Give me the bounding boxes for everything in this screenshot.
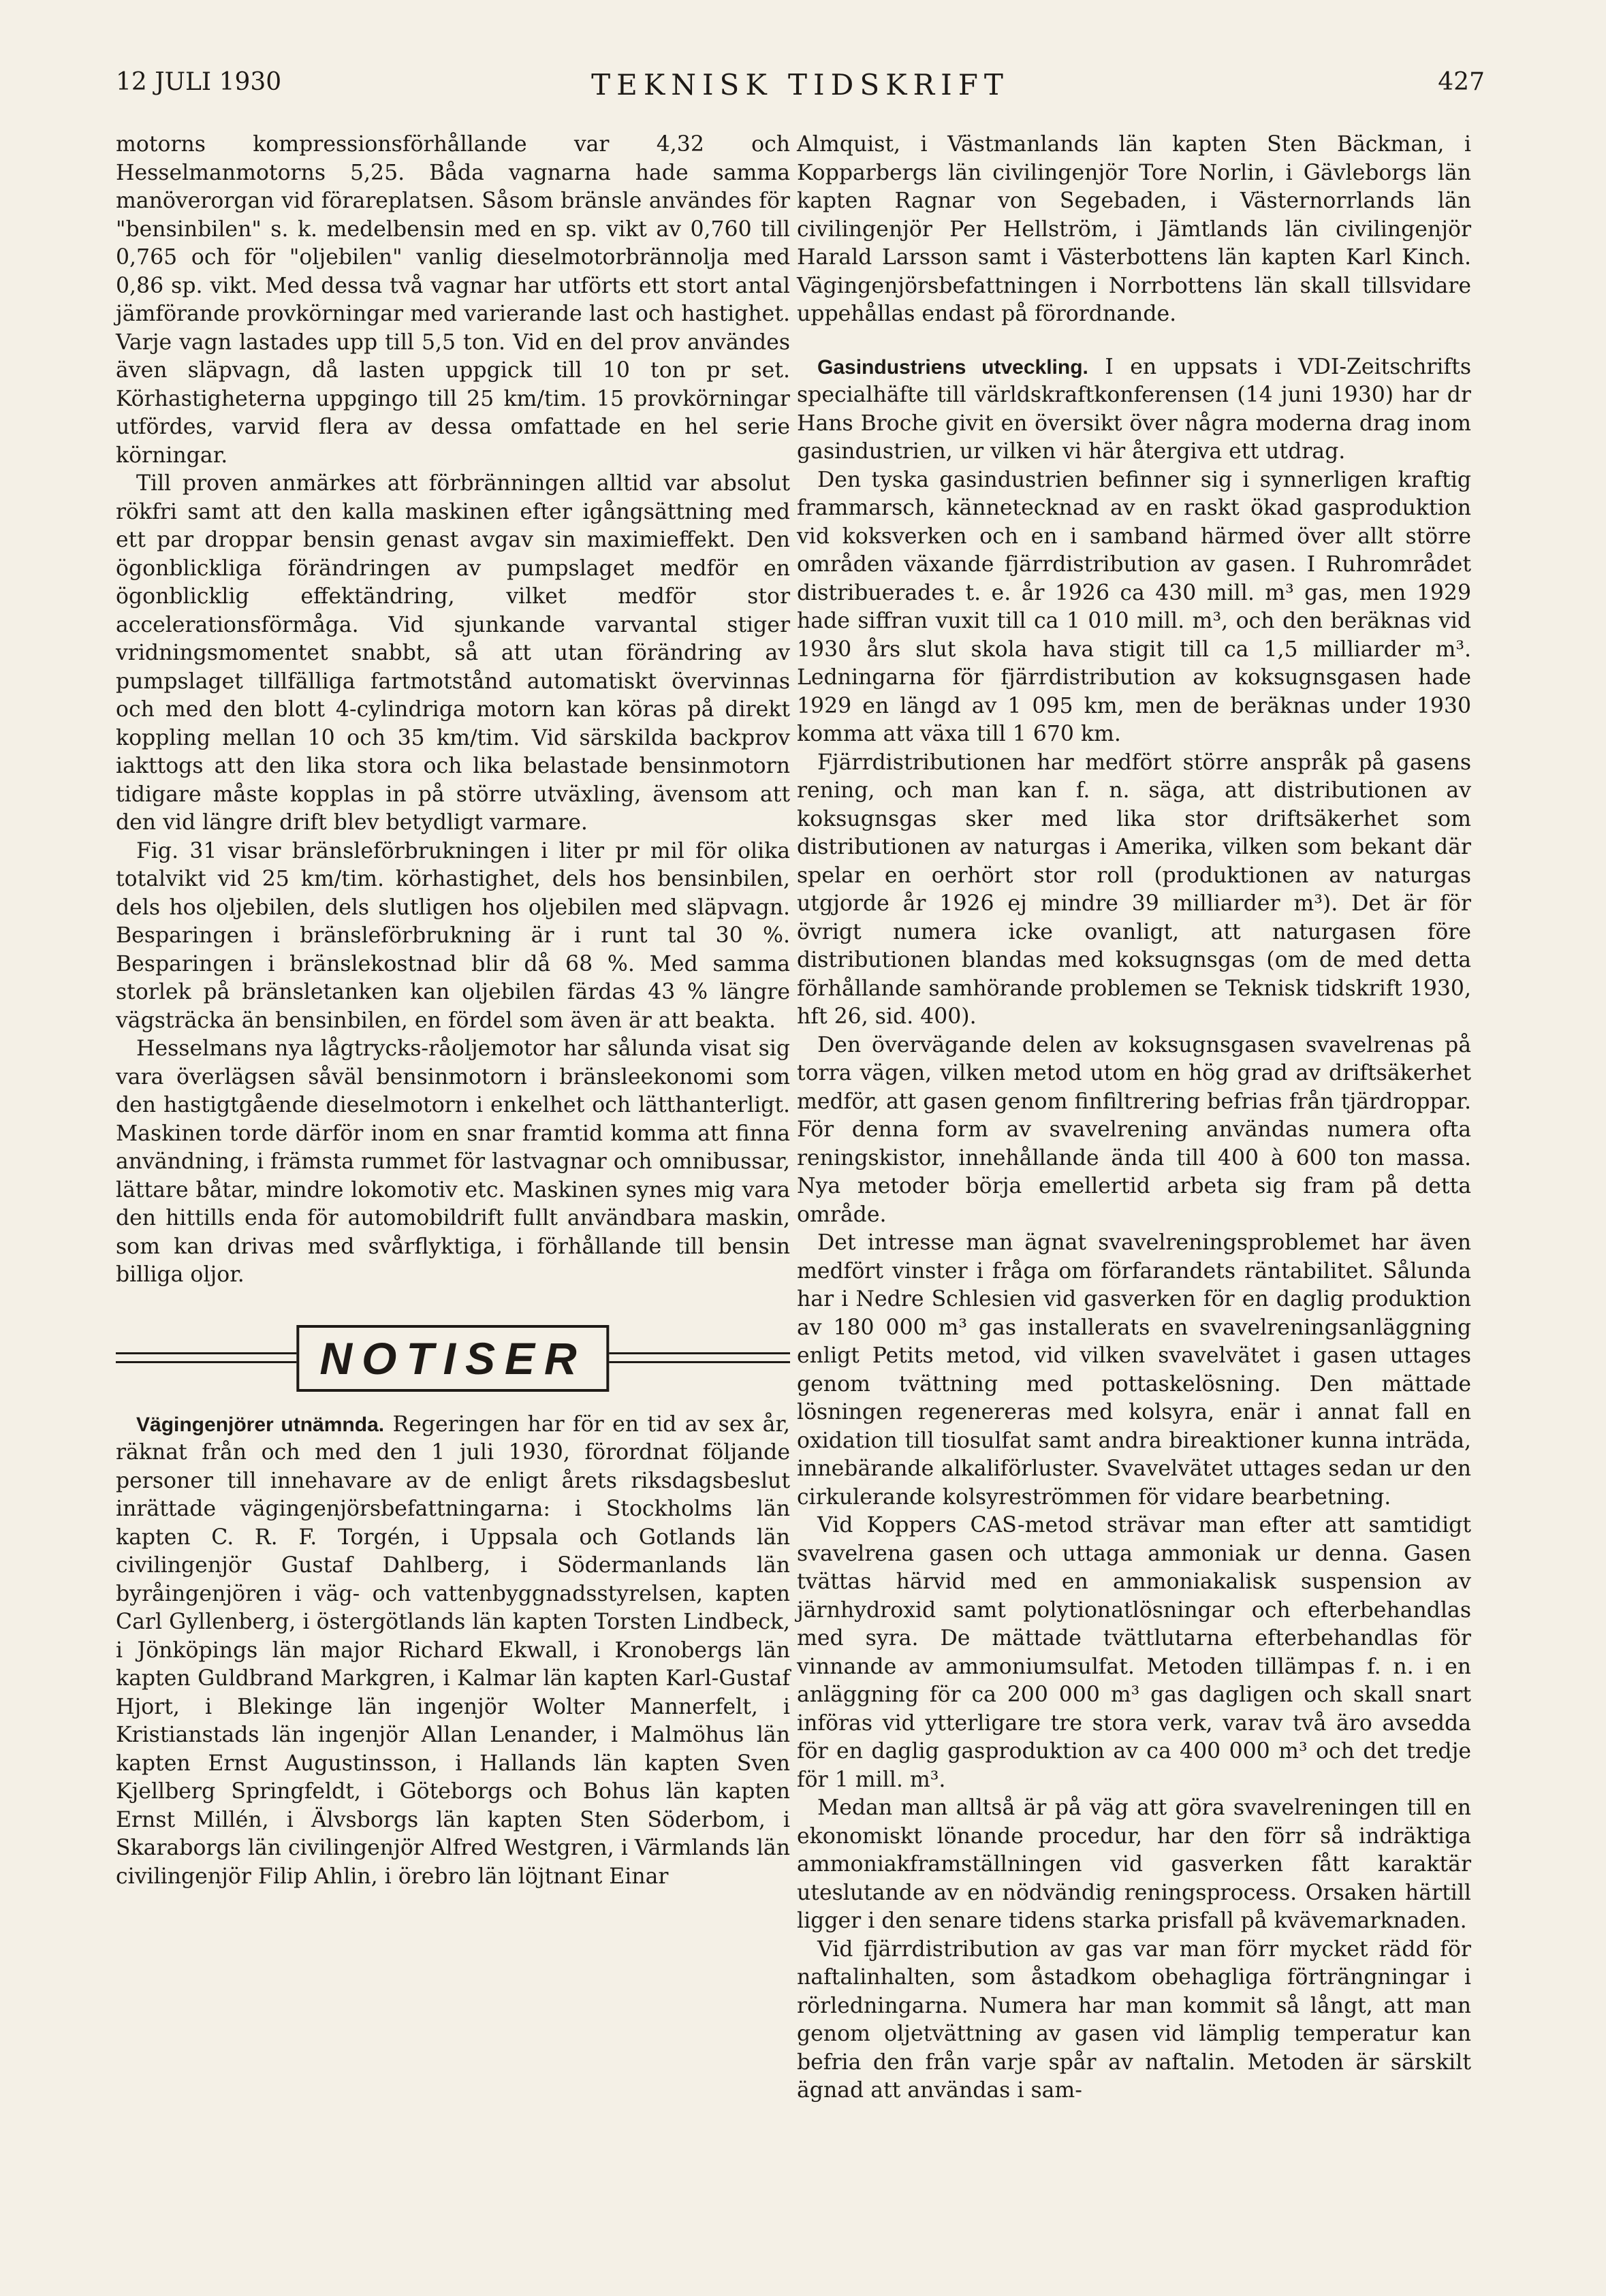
paragraph: Till proven anmärkes att förbränningen alltid var absolut rökfri samt att den kalla maskinen efter igångsättning med ett par droppar bensin genast avgav sin maximieffekt. Den ögonblickliga förändringen av pumpslaget medför en ögonblicklig effektändring, vilket medför stor accelerationsförmåga. Vid sjunkande varvantal stiger vridningsmomentet snabbt, så att utan förändring av pumpslaget tillfälliga fartmotstånd automatiskt övervinnas och med den blott 4-cylindriga motorn kan köras på direkt koppling mellan 10 och 35 km/tim. Vid särskilda backprov iakttogs att den lika stora och lika belastade bensinmotorn tidigare måste kopplas in på större utväxling, ävensom att den vid längre drift blev betydligt varmare.: [116, 471, 790, 835]
section-heading-box: [116, 1325, 790, 1392]
left-column: [116, 131, 790, 1891]
paragraph: Det intresse man ägnat svavelreningsproblemet har även medfört vinster i fråga om förfarandets räntabilitet. Sålunda har i Nedre Schlesien vid gasverken för en daglig produktion av 180 000 m³ gas installerats en svavelreningsanläggning enligt Petits metod, vid vilken svavelvätet i gasen uttages genom tvättning med pottaskelösning. Den mättade lösningen regenereras med kolsyra, enär i annat fall en oxidation till tiosulfat samt andra bireaktioner kunna inträda, innebärande alkaliförluster. Svavelvätet uttages sedan ur den cirkulerande kolsyreströmmen för vidare bearbetning.: [797, 1230, 1471, 1510]
notice-body: I en uppsats i VDI-Zeitschrifts specialhäfte till världskraftkonferensen (14 juni 1930) har dr Hans Broche givit en översikt över några moderna drag inom gasindustrien, ur vilken vi här återgiva ett utdrag.: [797, 354, 1471, 464]
notice-paragraph: [116, 1411, 790, 1892]
right-column: [797, 131, 1471, 2105]
paragraph: motorns kompressionsförhållande var 4,32 och Hesselmanmotorns 5,25. Båda vagnarna hade samma manöverorgan vid förareplatsen. Såsom bränsle användes för "bensinbilen" s. k. medelbensin med en sp. vikt av 0,760 till 0,765 och för "oljebilen" vanlig dieselmotorbrännolja med 0,86 sp. vikt. Med dessa två vagnar har utförts ett stort antal jämförande provkörningar med varierande last och hastighet. Varje vagn lastades upp till 5,5 ton. Vid en del prov användes även släpvagn, då lasten uppgick till 10 ton pr set. Körhastigheterna uppgingo till 25 km/tim. 15 provkörningar utfördes, varvid flera av dessa omfattade en hel serie körningar.: [116, 132, 790, 468]
notice-headline: Vägingenjörer utnämnda.: [136, 1413, 385, 1436]
page-header: [116, 68, 1485, 109]
paragraph: Hesselmans nya lågtrycks-råoljemotor har sålunda visat sig vara överlägsen såväl bensinmotorn i bränsleekonomi som den hastigtgående dieselmotorn i enkelhet och lätthanterligt. Maskinen torde därför inom en snar framtid komma att finna användning, i främsta rummet för lastvagnar och omnibussar, lättare båtar, mindre lokomotiv etc. Maskinen synes mig vara den hittills enda för automobildrift fullt användbara maskin, som kan drivas med svårflyktiga, i förhållande till bensin billiga oljor.: [116, 1036, 790, 1287]
paragraph: Almquist, i Västmanlands län kapten Sten Bäckman, i Kopparbergs län civilingenjör Tore Norlin, i Gävleborgs län kapten Ragnar von Segebaden, i Västernorrlands län civilingenjör Per Hellström, i Jämtlands län civilingenjör Harald Larsson samt i Västerbottens län kapten Karl Kinch. Vägingenjörsbefattningen i Norrbottens län skall tillsvidare uppehållas endast på förordnande.: [797, 132, 1471, 326]
section-title: NOTISER: [296, 1325, 609, 1392]
notice-headline: Gasindustriens utveckling.: [817, 355, 1088, 379]
paragraph: Vid fjärrdistribution av gas var man förr mycket rädd för naftalinhalten, som åstadkom obehagliga förträngningar i rörledningarna. Numera har man kommit så långt, att man genom oljetvättning av gasen vid lämplig temperatur kan befria den från varje spår av naftalin. Metoden är särskilt ägnad att användas i sam-: [797, 1936, 1471, 2103]
header-date: 12 JULI 1930: [116, 68, 282, 96]
paragraph: Medan man alltså är på väg att göra svavelreningen till en ekonomiskt lönande procedur, har den förr så indräktiga ammoniakframställningen vid gasverken fått karaktär uteslutande av en nödvändig reningsprocess. Orsaken härtill ligger i den senare tidens starka prisfall på kvävemarknaden.: [797, 1796, 1471, 1933]
journal-title: TEKNISK TIDSKRIFT: [591, 68, 1009, 101]
paragraph: Den tyska gasindustrien befinner sig i synnerligen kraftig frammarsch, kännetecknad av en raskt ökad gasproduktion vid koksverken och en i samband härmed över allt större områden växande fjärrdistribution av gasen. I Ruhrområdet distribuerades t. e. år 1926 ca 430 mill. m³ gas, men 1929 hade siffran vuxit till ca 1 010 mill. m³, och den beräknas vid 1930 års slut skola hava stigit till ca 1,5 milliarder m³. Ledningarna för fjärrdistribution av koksugnsgasen hade 1929 en längd av 1 095 km, men de beräknas under 1930 komma att växa till 1 670 km.: [797, 467, 1471, 746]
paragraph: Vid Koppers CAS-metod strävar man efter att samtidigt svavelrena gasen och uttaga ammoniak ur denna. Gasen tvättas härvid med en ammoniakalisk suspension av järnhydroxid samt polytionatlösningar och efterbehandlas med syra. De mättade tvättlutarna efterbehandlas för vinnande av ammoniumsulfat. Metoden tillämpas f. n. i en anläggning för ca 200 000 m³ gas dagligen och skall snart införas vid ytterligare tre stora verk, varav två äro avsedda för en daglig gasproduktion av ca 400 000 m³ och det tredje för 1 mill. m³.: [797, 1513, 1471, 1792]
paragraph: Den övervägande delen av koksugnsgasen svavelrenas på torra vägen, vilken metod utom en hög grad av driftsäkerhet medför, att gasen genom finfiltrering befrias från tjärdroppar. För denna form av svavelrening användas numera ofta reningskistor, innehållande ända till 400 à 600 ton massa. Nya metoder börja emellertid arbeta sig fram på detta område.: [797, 1032, 1471, 1227]
notice-paragraph: [797, 353, 1471, 466]
paragraph: Fjärrdistributionen har medfört större anspråk på gasens rening, och man kan f. n. säga, att distributionen av koksugnsgas sker med lika stor driftsäkerhet som distributionen av naturgas i Amerika, vilken som bekant där spelar en oerhört stor roll (produktionen av naturgas utgjorde år 1926 ej mindre 39 milliarder m³). Det är för övrigt numera icke ovanligt, att naturgasen före distributionen blandas med koksugnsgas (om de med detta förhållande samhörande problemen se Teknisk tidskrift 1930, hft 26, sid. 400).: [797, 750, 1471, 1029]
page-number: 427: [1438, 68, 1485, 96]
paragraph: Fig. 31 visar bränsleförbrukningen i liter pr mil för olika totalvikt vid 25 km/tim. körhastighet, dels hos bensinbilen, dels hos oljebilen, dels slutligen hos oljebilen med släpvagn. Besparingen i bränsleförbrukning är i runt tal 30 %. Besparingen i bränslekostnad blir då 68 %. Med samma storlek på bränsletanken kan oljebilen färdas 43 % längre vägsträcka än bensinbilen, en fördel som även är att beakta.: [116, 838, 790, 1033]
notice-body: Regeringen har för en tid av sex år, räknat från och med den 1 juli 1930, förordnat följande personer till innehavare av de enligt årets riksdagsbeslut inrättade vägingenjörsbefattningarna: i Stockholms län kapten C. R. F. Torgén, i Uppsala och Gotlands län civilingenjör Gustaf Dahlberg, i Södermanlands län byråingenjören i väg- och vattenbyggnadsstyrelsen, kapten Carl Gyllenberg, i östergötlands län kapten Torsten Lindbeck, i Jönköpings län major Richard Ekwall, i Kronobergs län kapten Guldbrand Markgren, i Kalmar län kapten Karl-Gustaf Hjort, i Blekinge län ingenjör Wolter Mannerfelt, i Kristianstads län ingenjör Allan Lenander, i Malmöhus län kapten Ernst Augustinsson, i Hallands län kapten Sven Kjellberg Springfeldt, i Göteborgs och Bohus län kapten Ernst Millén, i Älvsborgs län kapten Sten Söderbom, i Skaraborgs län civilingenjör Alfred Westgren, i Värmlands län civilingenjör Filip Ahlin, i örebro län löjtnant Einar: [116, 1412, 791, 1889]
